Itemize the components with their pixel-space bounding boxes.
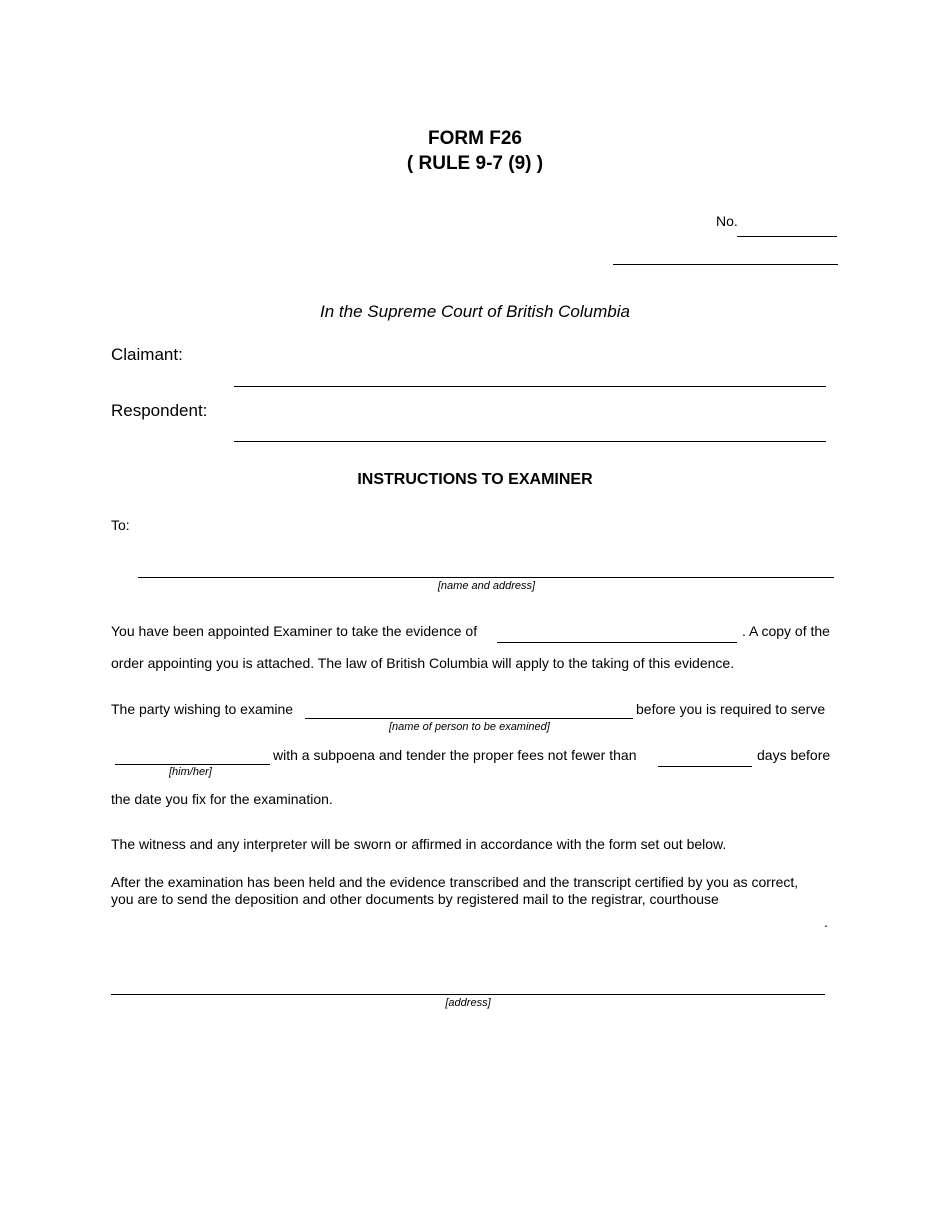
days-field[interactable] <box>658 766 752 767</box>
evidence-of-field[interactable] <box>497 642 737 643</box>
rule-reference: ( RULE 9-7 (9) ) <box>406 153 544 174</box>
number-field[interactable] <box>737 236 837 237</box>
him-her-field[interactable] <box>115 764 270 765</box>
courthouse-address-field[interactable] <box>111 994 825 995</box>
end-period: . <box>824 914 828 930</box>
claimant-field[interactable] <box>234 386 826 387</box>
party-text-end: before you is required to serve <box>636 701 826 717</box>
respondent-label: Respondent: <box>111 401 208 420</box>
person-to-be-examined-field[interactable] <box>305 718 633 719</box>
number-label: No. <box>716 213 738 229</box>
party-text-start: The party wishing to examine <box>111 701 294 717</box>
days-before-text: days before <box>757 747 831 763</box>
subpoena-text: with a subpoena and tender the proper fees not fewer than <box>273 747 637 763</box>
deposition-text-line1: After the examination has been held and the evidence transcribed and the transcript certified by you as correct, <box>111 874 799 890</box>
examination-date-text: the date you fix for the examination. <box>111 791 333 807</box>
to-name-address-field[interactable] <box>138 577 834 578</box>
section-heading: INSTRUCTIONS TO EXAMINER <box>357 471 593 488</box>
sworn-text: The witness and any interpreter will be sworn or affirmed in accordance with the form set out below. <box>111 836 727 852</box>
appointment-text-line2: order appointing you is attached. The law of British Columbia will apply to the taking of this evidence. <box>111 655 735 671</box>
address-caption: [address] <box>445 997 491 1009</box>
respondent-field[interactable] <box>234 441 826 442</box>
appointment-text-end: . A copy of the <box>742 623 830 639</box>
to-label: To: <box>111 517 130 533</box>
court-name: In the Supreme Court of British Columbia <box>320 302 630 321</box>
to-caption: [name and address] <box>437 580 536 592</box>
appointment-text-start: You have been appointed Examiner to take the evidence of <box>111 623 478 639</box>
registry-field[interactable] <box>613 264 838 265</box>
form-title: FORM F26 <box>428 128 522 149</box>
person-caption: [name of person to be examined] <box>389 721 550 733</box>
pronoun-caption: [him/her] <box>169 766 212 778</box>
deposition-text-line2: you are to send the deposition and other documents by registered mail to the registrar, courthouse <box>111 891 719 907</box>
claimant-label: Claimant: <box>111 345 183 364</box>
